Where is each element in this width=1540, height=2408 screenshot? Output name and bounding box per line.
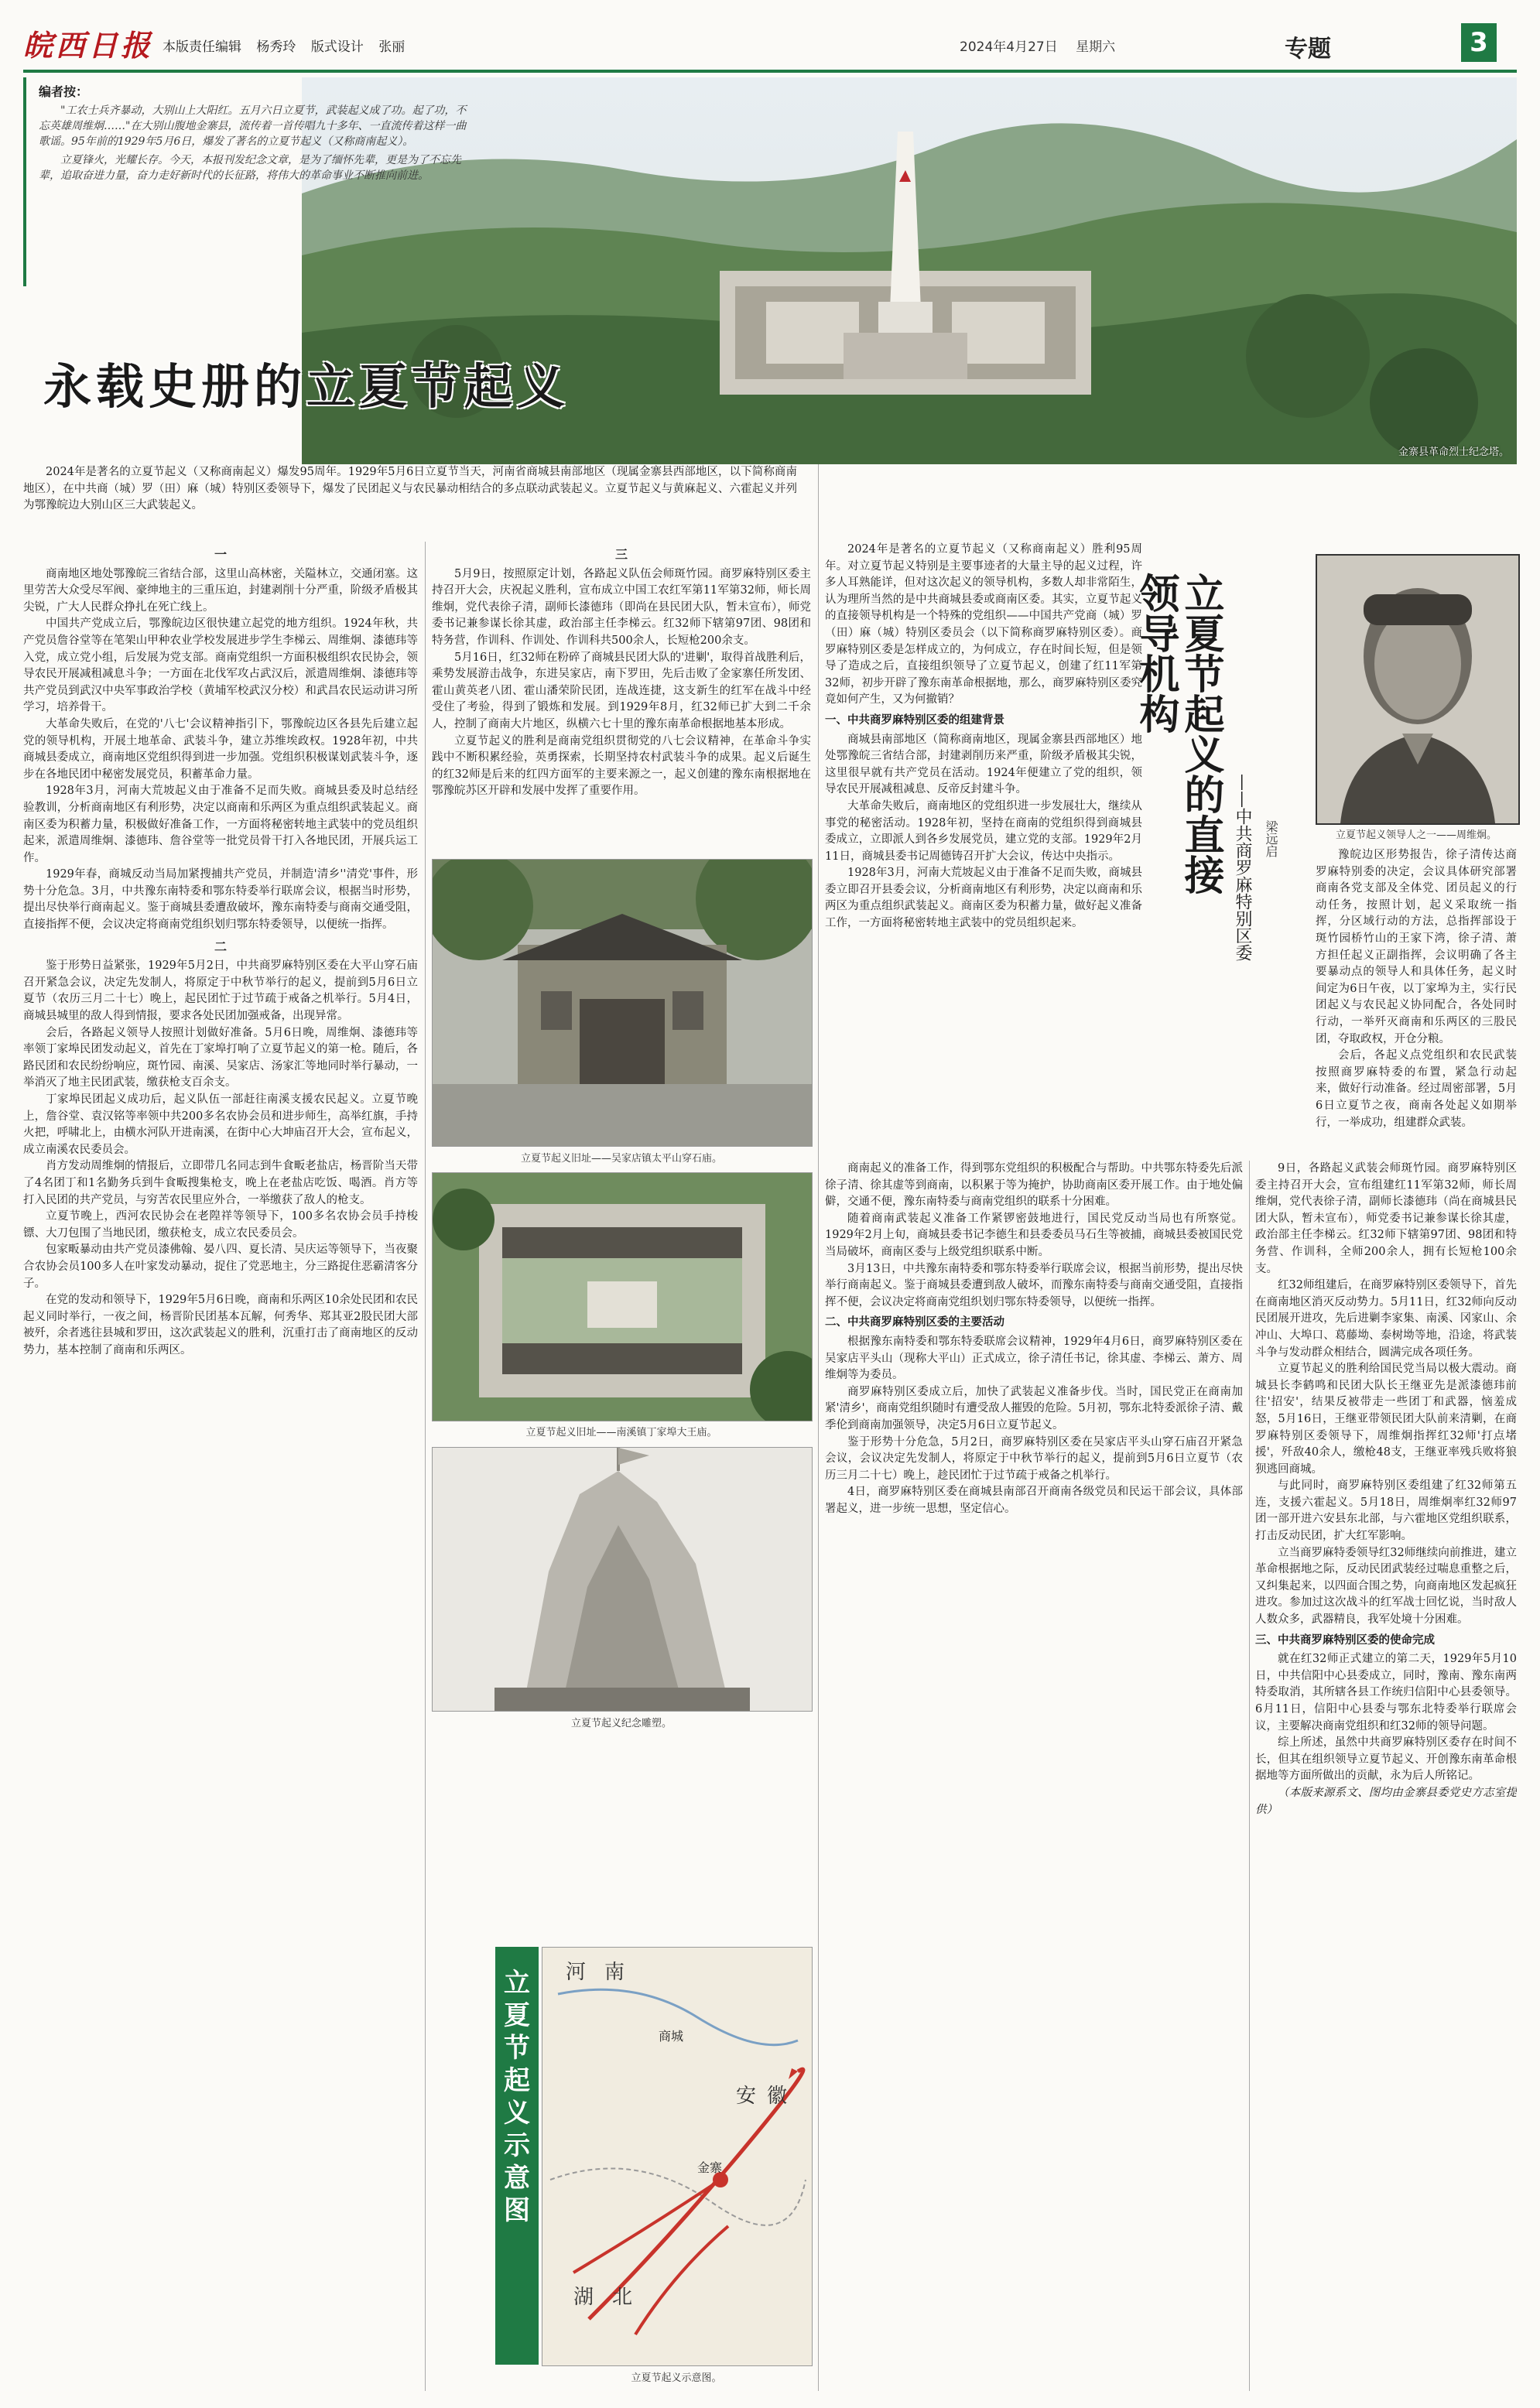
- paragraph: 立夏节起义的胜利给国民党当局以极大震动。商城县长李鹤鸣和民团大队长王继亚先是派漆德玮前往'招安'，结果反被带走一些团丁和武器，恼羞成怒，5月16日，王继亚带领民团大队前来清剿，在商罗麻特别区委领导下，周维炯指挥红32师'打点堵援'，歼敌40余人，缴枪48支，王继亚率残兵败将狼狈逃回商城。: [1255, 1363, 1517, 1476]
- photo-shishi-temple: [432, 859, 813, 1147]
- feature-column-1: [825, 542, 1142, 1161]
- editor-note: [23, 77, 472, 286]
- paragraph: 商南地区地处鄂豫皖三省结合部，这里山高林密，关隘林立，交通闭塞。这里劳苦大众受尽军阀、豪绅地主的三重压迫，封建剥削十分严重，阶级矛盾极其尖锐，广大人民群众挣扎在死亡线上。: [23, 567, 418, 614]
- section-heading: 三: [614, 547, 628, 562]
- courtyard-image: [433, 1173, 812, 1421]
- paragraph: 中国共产党成立后，鄂豫皖边区很快建立起党的地方组织。1924年秋，共产党员詹谷堂等在笔架山甲种农业学校发展进步学生李梯云、周维炯、漆德玮等入党，成立党小组，后发展为党支部。商南党组织一方面积极组织农民协会，领导农民开展减租减息斗争；一方面在北伐军攻占武汉后，派遣周维炯、漆德玮等共产党员到武汉中央军事政治学校（黄埔军校武汉分校）和武昌农民运动讲习所学习，培养骨干。: [23, 617, 418, 714]
- map-label: 河: [566, 1961, 587, 1984]
- photo-caption: 立夏节起义纪念雕塑。: [570, 1718, 672, 1729]
- feature-title: 立夏节起义的直接领导机构: [1132, 573, 1223, 894]
- column-divider: [425, 542, 426, 2391]
- paragraph: 大革命失败后，在党的'八七'会议精神指引下，鄂豫皖边区各县先后建立起党的领导机构，开展土地革命、武装斗争，建立苏维埃政权。1928年初，中共商城县委成立，商南地区党组织得到进一步加强。党组织积极谋划武装斗争，逐步在各地民团中秘密发展党员，积蓄革命力量。: [23, 717, 418, 781]
- paragraph: 立当商罗麻特委领导红32师继续向前推进，建立革命根据地之际，反动民团武装经过喘息重整之后，又纠集起来，以四面合围之势，向商南地区发起疯狂进攻。参加过这次战斗的红军战士回忆说，当时敌人人数众多，武器精良，我军处境十分困难。: [1255, 1546, 1517, 1626]
- header-rule: [23, 70, 1517, 73]
- paragraph: 4日，商罗麻特别区委在商城县南部召开商南各级党员和民运干部会议，具体部署起义，进一步统一思想，坚定信心。: [825, 1486, 1243, 1515]
- weekday-text: 星期六: [1076, 39, 1116, 55]
- map-title: 立夏节起义示意图: [495, 1947, 539, 2365]
- map-label: 湖: [573, 2286, 594, 2309]
- paragraph: 商城县南部地区（简称商南地区，现属金寨县西部地区）地处鄂豫皖三省结合部，封建剥削历来严重，阶级矛盾极其尖锐，这里很早就有共产党员在活动。1924年便建立了党的组织，领导农民开展减租减息、反帝反封建斗争。: [825, 733, 1142, 796]
- map-label: 徽: [767, 2085, 788, 2108]
- temple-image: [433, 860, 812, 1146]
- paragraph: 在党的发动和领导下，1929年5月6日晚，商南和乐两区10余处民团和农民起义同时举行，一夜之间，杨晋阶民团基本瓦解，何秀华、郑其亚2股民团大部被歼，余者逃往县城和罗田，这次武装起义的胜利，沉重打击了商南地区的反动势力，基本控制了商南和乐两区。: [23, 1294, 418, 1356]
- editor-note-p2: 立夏锋火，光耀长存。今天，本报刊发纪念文章，是为了缅怀先辈，更是为了不忘先辈，追取奋进力量，奋力走好新时代的长征路，将伟大的革命事业不断推向前进。: [39, 154, 461, 182]
- page-number: 3: [1461, 23, 1497, 62]
- paragraph: 1929年春，商城反动当局加紧搜捕共产党员，并制造'清乡''清党'事件，形势十分危急。3月，中共豫东南特委和鄂东特委举行联席会议，根据当时形势，提出尽快举行商南起义。鉴于商城县委遭敌破坏，豫东南特委与商南交通受阻，直接指挥不便，会议决定将商南党组织划归鄂东特委领导，以便统一指挥。: [23, 868, 418, 932]
- paragraph: 5月16日，红32师在粉碎了商城县民团大队的'进剿'，取得首战胜利后，乘势发展游击战争，东进吴家店，南下罗田，先后击败了金家寨任所发团、霍山黄英老八团、霍山潘荣阶民团，连战连捷，这支新生的红军在战斗中经受住了考验，得到了锻炼和发展。到1929年8月，红32师已扩大到二千余人，控制了商南大片地区，纵横六七十里的豫东南革命根据地基本形成。: [432, 651, 811, 730]
- article-column-2: [432, 542, 811, 847]
- paragraph: 2024年是著名的立夏节起义（又称商南起义）胜利95周年。对立夏节起义特别是主要事迹者的大量主导的起义过程，许多人耳熟能详，但对这次起义的领导机构，多数人却非常陌生，认为理所当然的是中共商城县委或商南区委。其实，立夏节起义的直接领导机构是一个特殊的党组织——中国共产党商（城）罗（田）麻（城）特别区委员会（以下简称商罗麻特别区委）。商罗麻特别区委是怎样成立的，为何成立，存在时间长短，但是领导了造成之后，直接组织领导了立夏节起义，创建了红11军第32师，初步开辟了豫东南革命根据地，那么，商罗麻特别区委究竟如何产生，又为何撤销？: [825, 543, 1142, 706]
- editor-label: 本版责任编辑: [163, 39, 241, 55]
- paragraph: 大革命失败后，商南地区的党组织进一步发展壮大，继续从事党的秘密活动。1928年初，坚持在商南的党组织得到商城县委成立，立即派人到各乡发展党员，建立党的支部。1929年2月11日，商城县委书记周德铸召开扩大会议，传达中央指示。: [825, 799, 1142, 863]
- paragraph: 鉴于形势十分危急，5月2日，商罗麻特别区委在吴家店平头山穿石庙召开紧急会议，会议决定先发制人，将原定于中秋节举行的起义，提前到5月6日立夏节（农历三月二十七）晚上，趁民团忙于过节疏于戒备之机举行。: [825, 1435, 1243, 1482]
- uprising-map: [542, 1947, 813, 2366]
- paragraph: 商罗麻特别区委成立后，加快了武装起义准备步伐。当时，国民党正在商南加紧'清乡'，商南党组织随时有遭受敌人摧毁的危险。5月初，鄂东北特委派徐子清、戴季伦到商南加强领导，决定5月6日立夏节起义。: [825, 1385, 1243, 1431]
- paragraph: 红32师组建后，在商罗麻特别区委领导下，首先在商南地区消灭反动势力。5月11日，红32师向反动民团展开进攻，先后进剿李家集、南溪、冈家山、余冲山、大埠口、葛藤坳、泰树坳等地，沿途，将武装斗争与发动群众相结合，圆满完成各项任务。: [1255, 1279, 1517, 1359]
- photo-dawang-temple: [432, 1172, 813, 1421]
- paragraph: 9日，各路起义武装会师斑竹园。商罗麻特别区委主持召开大会，宣布组建红11军第32师，师长周维炯，党代表徐子清，副师长漆德玮（尚在商城县民团大队，暂未宣布），师党委书记兼参谋长徐其虚，政治部主任李梯云。红32师下辖第97团、98团和特务营、作训科，全师200余人，拥有长短枪100余支。: [1255, 1162, 1517, 1275]
- map-label: 南: [604, 1961, 625, 1984]
- feature-side-text: [1316, 847, 1517, 1157]
- source-note: （本版来源系文、图均由金寨县委党史方志室提供）: [1255, 1786, 1517, 1816]
- paragraph: 豫皖边区形势报告，徐子清传达商罗麻特别委的决定，会议具体研究部署商南各党支部及全体党、团员起义的行动任务，按照计划，起义采取统一指挥，分区域行动的方法，总指挥部设于斑竹园桥竹山的王家下湾，徐子清、萧方担任起义正副指挥，会议明确了各主要暴动点的领导人和具体任务，起义时间定为6日午夜，以丁家埠为主，实行民团起义与农民起义协同配合，各处同时行动，一举歼灭商南和乐两区的三股民团，夺取政权，开仓分粮。: [1316, 849, 1517, 1045]
- subheading: 一、中共商罗麻特别区委的组建背景: [825, 713, 1004, 727]
- sculpture-image: [433, 1448, 812, 1711]
- design-label: 版式设计: [310, 39, 364, 55]
- section-heading: 二: [214, 939, 227, 954]
- subheading: 三、中共商罗麻特别区委的使命完成: [1255, 1633, 1435, 1647]
- map-label: 安: [736, 2085, 757, 2108]
- paragraph: 就在红32师正式建立的第二天，1929年5月10日，中共信阳中心县委成立，同时，豫南、豫东南两特委取消，其所辖各县工作统归信阳中心县委领导。6月11日，信阳中心县委与鄂东北特委举行联席会议，主要解决商南党组织和红32师的领导问题。: [1255, 1653, 1517, 1732]
- paragraph: 3月13日，中共豫东南特委和鄂东特委举行联席会议，根据当前形势，提出尽快举行商南起义。鉴于商城县委遭到敌人破坏，而豫东南特委与商南交通受阻，直接指挥不便，会议决定将商南党组织划归鄂东特委领导，以便统一指挥。: [825, 1262, 1243, 1308]
- section-heading: 一: [214, 547, 227, 562]
- paragraph: 随着商南武装起义准备工作紧锣密鼓地进行，国民党反动当局也有所察觉。1929年2月上旬，商城县委书记李德生和县委委员马石生等被捕，商城县委被国民党当局破坏，商南区委与上级党组织联系中断。: [825, 1212, 1243, 1258]
- portrait-caption: 立夏节起义领导人之一——周维炯。: [1335, 829, 1497, 841]
- paragraph: 会后，各路起义领导人按照计划做好准备。5月6日晚，周维炯、漆德玮等率领丁家埠民团发动起义，首先在丁家埠打响了立夏节起义的第一枪。随后，各路民团和农民纷纷响应，斑竹园、南溪、吴家店、汤家汇等地同时举行暴动，一举消灭了地主民团武装，缴获枪支百余支。: [23, 1026, 418, 1089]
- design-name: 张丽: [378, 39, 406, 55]
- section-name: 专题: [1285, 36, 1331, 63]
- paragraph: 丁家埠民团起义成功后，起义队伍一部赶往南溪支援农民起义。立夏节晚上，詹谷堂、袁汉铭等率领中共200多名农协会员和进步师生，高举红旗，手持火把，呼啸北上，由横水河队开进南溪，在街中心大坤庙召开大会，宣布起义，成立南溪农民委员会。: [23, 1093, 418, 1156]
- column-divider: [1249, 1161, 1250, 2391]
- photo-sculpture: [432, 1447, 813, 1712]
- paragraph: 会后，各起义点党组织和农民武装按照商罗麻特委的布置，紧急行动起来，做好行动准备。经过周密部署，5月6日立夏节之夜，商南各处起义如期举行，一举成功，组建群众武装。: [1316, 1049, 1517, 1129]
- paragraph: 立夏节晚上，西河农民协会在老隍祥等领导下，100多名农协会员手持梭镖、大刀包围了当地民团，缴获枪支，成立农民委员会。: [23, 1210, 418, 1240]
- paragraph: 根据豫东南特委和鄂东特委联席会议精神，1929年4月6日，商罗麻特别区委在吴家店平头山（现称大平山）正式成立，徐子清任书记，徐其虚、李梯云、萧方、周维炯等为委员。: [825, 1335, 1243, 1382]
- editor-note-p1: "工农士兵齐暴动，大别山上大阳红。五月六日立夏节，武装起义成了功。起了功，不忘英雄周维炯……"在大别山腹地金寨县，流传着一首传唱九十多年、一直流传着这样一曲歌谣。95年前的1929年5月6日，爆发了著名的立夏节起义（又称商南起义）。: [39, 104, 467, 148]
- masthead-logo: 皖西日报: [23, 28, 154, 63]
- date-text: 2024年4月27日: [960, 39, 1058, 55]
- feature-author: 梁远启: [1264, 820, 1278, 857]
- subheading: 二、中共商罗麻特别区委的主要活动: [825, 1315, 1004, 1329]
- paragraph: 商南起义的准备工作，得到鄂东党组织的积极配合与帮助。中共鄂东特委先后派徐子清、徐其虚等到商南，以积累于等为掩护，协助商南区委开展工作。由于地处偏僻，交通不便，豫东南特委与商南党组织的联系十分困难。: [825, 1162, 1243, 1209]
- lead-paragraph: [23, 464, 797, 526]
- editor-credits: [163, 36, 416, 55]
- paragraph: 1928年3月，河南大荒坡起义由于准备不足而失败，商城县委立即召开县委会议，分析商南地区有利形势，决定以商南和乐两区为重点组织武装起义。商南区委为积蓄力量，做好起义准备工作，一方面将秘密转地主武装中的党员组织起来。: [825, 867, 1142, 930]
- portrait-photo: [1316, 554, 1520, 825]
- editor-note-title: 编者按：: [39, 84, 89, 99]
- article-column-1: [23, 542, 418, 2391]
- lead-text: 2024年是著名的立夏节起义（又称商南起义）爆发95周年。1929年5月6日立夏节当天，河南省商城县南部地区（现属金寨县西部地区，以下简称商南地区），在中共商（城）罗（田）麻（城）特别区委领导下，爆发了民团起义与农民暴动相结合的多点联动武装起义。立夏节起义与黄麻起义、六霍起义并列为鄂豫皖边大别山区三大武装起义。: [23, 466, 797, 512]
- paragraph: 包家畈暴动由共产党员漆佛翰、晏八四、夏长清、吴庆运等领导下，当夜聚合农协会员100多人在叶家发动暴动，捉住了党恶地主，分三路捉住恶霸清客分子。: [23, 1243, 418, 1290]
- map-label: 北: [612, 2286, 633, 2309]
- feature-column-3: [1255, 1161, 1517, 2391]
- photo-caption: 立夏节起义旧址——南溪镇丁家埠大王庙。: [525, 1427, 717, 1438]
- column-divider: [818, 464, 819, 2391]
- feature-subtitle: ——中共商罗麻特别区委: [1233, 774, 1252, 961]
- paragraph: 5月9日，按照原定计划，各路起义队伍会师斑竹园。商罗麻特别区委主持召开大会，庆祝起义胜利，宣布成立中国工农红军第11军第32师，师长周维炯，党代表徐子清，副师长漆德玮（即尚在县民团大队，暂未宣布），师党委书记兼参谋长徐其虚，政治部主任李梯云。红32师下辖第97团、98团和特务营，作训科、作训处、作训科共500余人，长短枪200余支。: [432, 567, 811, 647]
- paragraph: 1928年3月，河南大荒坡起义由于准备不足而失败。商城县委及时总结经验教训，分析商南地区有利形势，决定以商南和乐两区为重点组织武装起义。商南区委为积蓄力量，积极做好准备工作，一方面将秘密转地主武装中的党员组织起来，派遣周维炯、漆德玮、詹谷堂等一批党员骨干打入各地民团，开展兵运工作。: [23, 785, 418, 864]
- map-image: [542, 1948, 812, 2365]
- paragraph: 与此同时，商罗麻特别区委组建了红32师第五连，支援六霍起义。5月18日，周维炯率红32师97团一部开进六安县东北部，与六霍地区党组织联系，打击反动民团，扩大红军影响。: [1255, 1479, 1517, 1543]
- hero-caption: 金寨县革命烈士纪念塔。: [1398, 446, 1509, 458]
- main-headline: 永载史册的立夏节起义: [43, 358, 570, 415]
- editor-name: 杨秀玲: [256, 39, 296, 55]
- map-label: 商城: [659, 2029, 684, 2044]
- paragraph: 肖方发动周维炯的情报后，立即带几名同志到牛食畈老盐店，杨晋阶当天带了4名团丁和1名勤务兵到牛食畈搜集枪支，晚上在老盐店吃饭、喝酒。肖方等打入民团的共产党员，与穷苦农民里应外合，一举缴获了敌人的枪支。: [23, 1160, 418, 1206]
- zhou-weijiong-portrait: [1317, 556, 1518, 823]
- feature-column-2: [825, 1161, 1243, 2391]
- paragraph: 综上所述，虽然中共商罗麻特别区委存在时间不长，但其在组织领导立夏节起义、开创豫东南革命根据地等方面所做出的贡献，永为后人所铭记。: [1255, 1736, 1517, 1783]
- paragraph: 鉴于形势日益紧张，1929年5月2日，中共商罗麻特别区委在大平山穿石庙召开紧急会议，决定先发制人，将原定于中秋节举行的起义，提前到5月6日立夏节（农历三月二十七）晚上，起民团忙于过节疏于戒备之机举行。5月4日，商城县城里的敌人得到情报，要求各处民团加强戒备，出现异常。: [23, 959, 418, 1023]
- issue-date: [960, 36, 1129, 55]
- photo-caption: 立夏节起义旧址——吴家店镇太平山穿石庙。: [520, 1153, 722, 1165]
- map-caption: 立夏节起义示意图。: [631, 2372, 722, 2384]
- map-label: 金寨: [697, 2160, 723, 2175]
- paragraph: 立夏节起义的胜利是商南党组织贯彻党的八七会议精神，在革命斗争实践中不断积累经验，英勇探索，长期坚持农村武装斗争的成果。起义后诞生的红32师是后来的红四方面军的主要来源之一，起义创建的豫东南根据地在鄂豫皖苏区开辟和发展中发挥了重要作用。: [432, 734, 811, 798]
